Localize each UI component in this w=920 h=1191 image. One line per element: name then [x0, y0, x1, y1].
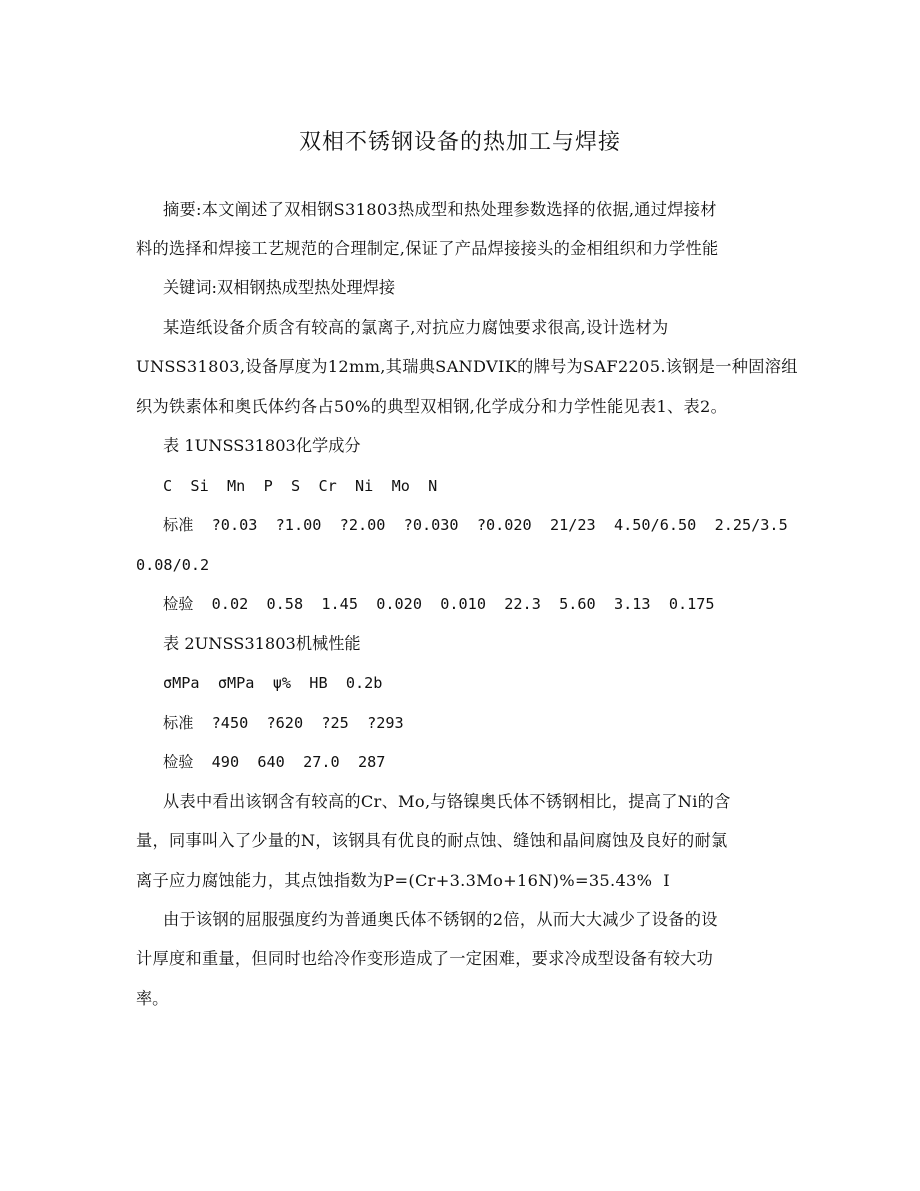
para3-line-1: 从表中看出该钢含有较高的Cr、Mo,与铬镍奥氏体不锈钢相比，提高了Ni的含: [163, 792, 731, 811]
table2-caption: 表 2UNSS31803机械性能: [163, 634, 361, 653]
intro-line-1: 某造纸设备介质含有较高的氯离子,对抗应力腐蚀要求很高,设计选材为: [163, 318, 669, 337]
para3-line-2: 量，同事叫入了少量的N，该钢具有优良的耐点蚀、缝蚀和晶间腐蚀及良好的耐氯: [136, 831, 728, 850]
para4-line-1: 由于该钢的屈服强度约为普通奥氏体不锈钢的2倍，从而大大减少了设备的设: [163, 910, 718, 929]
para3-line-3: 离子应力腐蚀能力，其点蚀指数为P=(Cr+3.3Mo+16N)%=35.43% I: [136, 871, 670, 890]
table1-standard-line-1: 标准 ?0.03 ?1.00 ?2.00 ?0.030 ?0.020 21/23 4.50/6.50 2.25/3.5: [163, 516, 788, 534]
table1-test-row: 检验 0.02 0.58 1.45 0.020 0.010 22.3 5.60 3.13 0.175: [163, 595, 715, 613]
abstract-line-2: 料的选择和焊接工艺规范的合理制定,保证了产品焊接接头的金相组织和力学性能: [136, 239, 719, 258]
table2-standard-row: 标准 ?450 ?620 ?25 ?293: [163, 714, 404, 732]
para4-line-2: 计厚度和重量，但同时也给冷作变形造成了一定困难，要求冷成型设备有较大功: [136, 949, 714, 968]
table1-header: C Si Mn P S Cr Ni Mo N: [163, 477, 438, 495]
table2-header: σMPa σMPa ψ% HB 0.2b: [163, 674, 383, 692]
intro-line-2: UNSS31803,设备厚度为12mm,其瑞典SANDVIK的牌号为SAF2205.该钢是一种固溶组: [136, 357, 798, 376]
intro-line-3: 织为铁素体和奥氏体约各占50%的典型双相钢,化学成分和力学性能见表1、表2。: [136, 397, 728, 416]
table2-test-row: 检验 490 640 27.0 287: [163, 753, 386, 771]
table1-caption: 表 1UNSS31803化学成分: [163, 436, 361, 455]
para4-line-3: 率。: [136, 989, 169, 1008]
document-title: 双相不锈钢设备的热加工与焊接: [298, 130, 621, 155]
table1-standard-line-2: 0.08/0.2: [136, 556, 210, 574]
keywords: 关键词:双相钢热成型热处理焊接: [163, 278, 396, 297]
abstract-line-1: 摘要:本文阐述了双相钢S31803热成型和热处理参数选择的依据,通过焊接材: [163, 200, 717, 219]
